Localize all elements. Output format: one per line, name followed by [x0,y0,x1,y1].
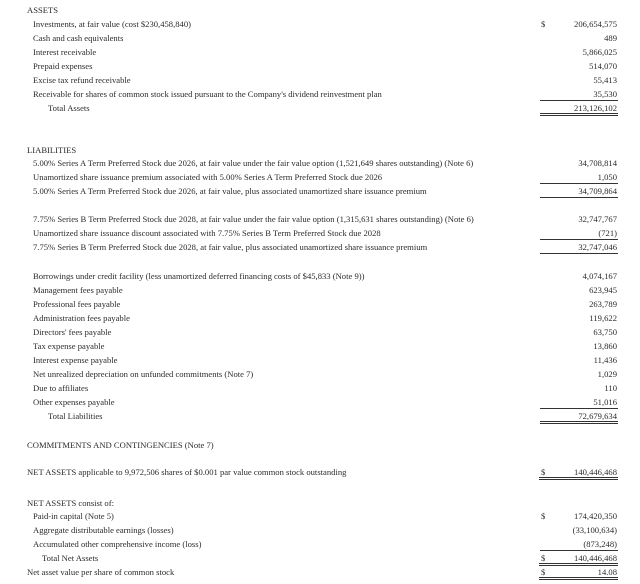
subtotal-underline [540,239,618,240]
total-net-assets-value: 140,446,468 [574,553,617,563]
total-liabilities-label: Total Liabilities [48,411,103,421]
asset-value: 55,413 [593,75,617,85]
subtotal-underline [540,408,618,409]
total-assets-row [0,102,640,115]
assets-heading: ASSETS [27,5,59,15]
asset-row [0,46,640,59]
currency-symbol: $ [541,467,546,477]
currency-symbol: $ [541,511,546,521]
net-assets-label: Aggregate distributable earnings (losses) [33,525,174,535]
liability-value: 263,789 [589,299,617,309]
liabilities-heading: LIABILITIES [27,145,77,155]
liability-row [0,340,640,353]
liability-row [0,284,640,297]
net-assets-value: (33,100,634) [572,525,617,535]
liability-row [0,382,640,395]
asset-label: Investments, at fair value (cost $230,458,840) [33,19,191,29]
liability-label: Unamortized share issuance discount associated with 7.75% Series B Term Preferred Stock due 2028 [33,228,381,238]
subtotal-underline [540,100,618,101]
liabilities-heading-row [0,144,640,157]
liability-row [0,298,640,311]
liability-label: 7.75% Series B Term Preferred Stock due 2028, at fair value under the fair value option (1,315,631 shares outstanding) (Note 6) [33,214,474,224]
asset-row [0,88,640,101]
total-liabilities-value: 72,679,634 [578,411,617,421]
asset-label: Receivable for shares of common stock issued pursuant to the Company's dividend reinvestment plan [33,89,382,99]
net-assets-row [0,510,640,523]
liability-value: 34,709,864 [578,186,617,196]
liability-label: Administration fees payable [33,313,130,323]
liability-label: Directors' fees payable [33,327,112,337]
liability-value: 51,016 [593,397,617,407]
asset-value: 489 [604,33,617,43]
liability-label: Tax expense payable [33,341,105,351]
liability-row [0,270,640,283]
net-assets-row [0,524,640,537]
asset-row [0,74,640,87]
liability-value: 110 [604,383,617,393]
currency-symbol: $ [541,19,546,29]
asset-row [0,18,640,31]
liability-label: Borrowings under credit facility (less unamortized deferred financing costs of $45,833 (Note 9)) [33,271,365,281]
subtotal-underline [540,183,618,184]
nav-per-share-label: Net asset value per share of common stock [27,567,175,577]
currency-symbol: $ [541,567,546,577]
liability-value: (721) [598,228,617,238]
asset-value: 5,866,025 [582,47,617,57]
net-assets-applicable-row [0,466,640,479]
liability-value: 1,050 [597,172,617,182]
total-double-underline [540,577,618,580]
liability-value: 34,708,814 [578,158,617,168]
total-net-assets-row [0,552,640,565]
liability-row [0,312,640,325]
liability-label: Unamortized share issuance premium associated with 5.00% Series A Term Preferred Stock due 2026 [33,172,383,182]
liability-row [0,241,640,254]
asset-row [0,60,640,73]
net-assets-consist-heading-row [0,497,640,510]
currency-symbol: $ [541,553,546,563]
liability-row [0,213,640,226]
net-assets-label: Accumulated other comprehensive income (loss) [33,539,202,549]
asset-value: 514,070 [589,61,617,71]
nav-per-share-row [0,566,640,579]
liability-label: 5.00% Series A Term Preferred Stock due 2026, at fair value under the fair value option (1,521,649 shares outstanding) (Note 6) [33,158,474,168]
liability-row [0,185,640,198]
total-double-underline [540,113,618,116]
asset-value: 206,654,575 [574,19,617,29]
liability-row [0,368,640,381]
total-assets-label: Total Assets [48,103,90,113]
asset-row [0,32,640,45]
net-assets-value: (873,248) [583,539,617,549]
net-assets-label: Paid-in capital (Note 5) [33,511,114,521]
total-double-underline [540,421,618,424]
liability-label: 5.00% Series A Term Preferred Stock due 2026, at fair value, plus associated unamortized share issuance premium [33,186,427,196]
total-double-underline [540,477,618,480]
asset-label: Interest receivable [33,47,97,57]
commitments-label: COMMITMENTS AND CONTINGENCIES (Note 7) [27,440,214,450]
nav-per-share-value: 14.08 [597,567,617,577]
liability-value: 63,750 [593,327,617,337]
subtotal-underline [540,197,618,198]
liability-value: 13,860 [593,341,617,351]
net-assets-value: 174,420,350 [574,511,617,521]
total-assets-value: 213,126,102 [574,103,617,113]
liability-value: 32,747,046 [578,242,617,252]
total-net-assets-label: Total Net Assets [42,553,99,563]
liability-label: Interest expense payable [33,355,118,365]
liability-value: 11,436 [593,355,617,365]
liability-value: 119,622 [589,313,617,323]
liability-label: Management fees payable [33,285,123,295]
liability-value: 4,074,167 [582,271,617,281]
commitments-row [0,439,640,452]
subtotal-underline [540,550,618,551]
liability-label: 7.75% Series B Term Preferred Stock due 2028, at fair value, plus associated unamortized share issuance premium [33,242,428,252]
liability-row [0,326,640,339]
liability-label: Other expenses payable [33,397,115,407]
net-assets-consist-heading: NET ASSETS consist of: [27,498,114,508]
liability-label: Net unrealized depreciation on unfunded commitments (Note 7) [33,369,254,379]
net-assets-applicable-label: NET ASSETS applicable to 9,972,506 shares of $0.001 par value common stock outstanding [27,467,347,477]
liability-value: 623,945 [589,285,617,295]
liability-row [0,396,640,409]
net-assets-applicable-value: 140,446,468 [574,467,617,477]
assets-heading-row [0,4,640,17]
asset-label: Prepaid expenses [33,61,93,71]
liability-row [0,227,640,240]
liability-value: 32,747,767 [578,214,617,224]
asset-label: Cash and cash equivalents [33,33,124,43]
liability-row [0,354,640,367]
liability-row [0,157,640,170]
liability-value: 1,029 [597,369,617,379]
asset-label: Excise tax refund receivable [33,75,131,85]
liability-row [0,171,640,184]
liability-label: Professional fees payable [33,299,121,309]
liability-label: Due to affiliates [33,383,89,393]
subtotal-underline [540,253,618,254]
net-assets-row [0,538,640,551]
total-liabilities-row [0,410,640,423]
asset-value: 35,530 [593,89,617,99]
